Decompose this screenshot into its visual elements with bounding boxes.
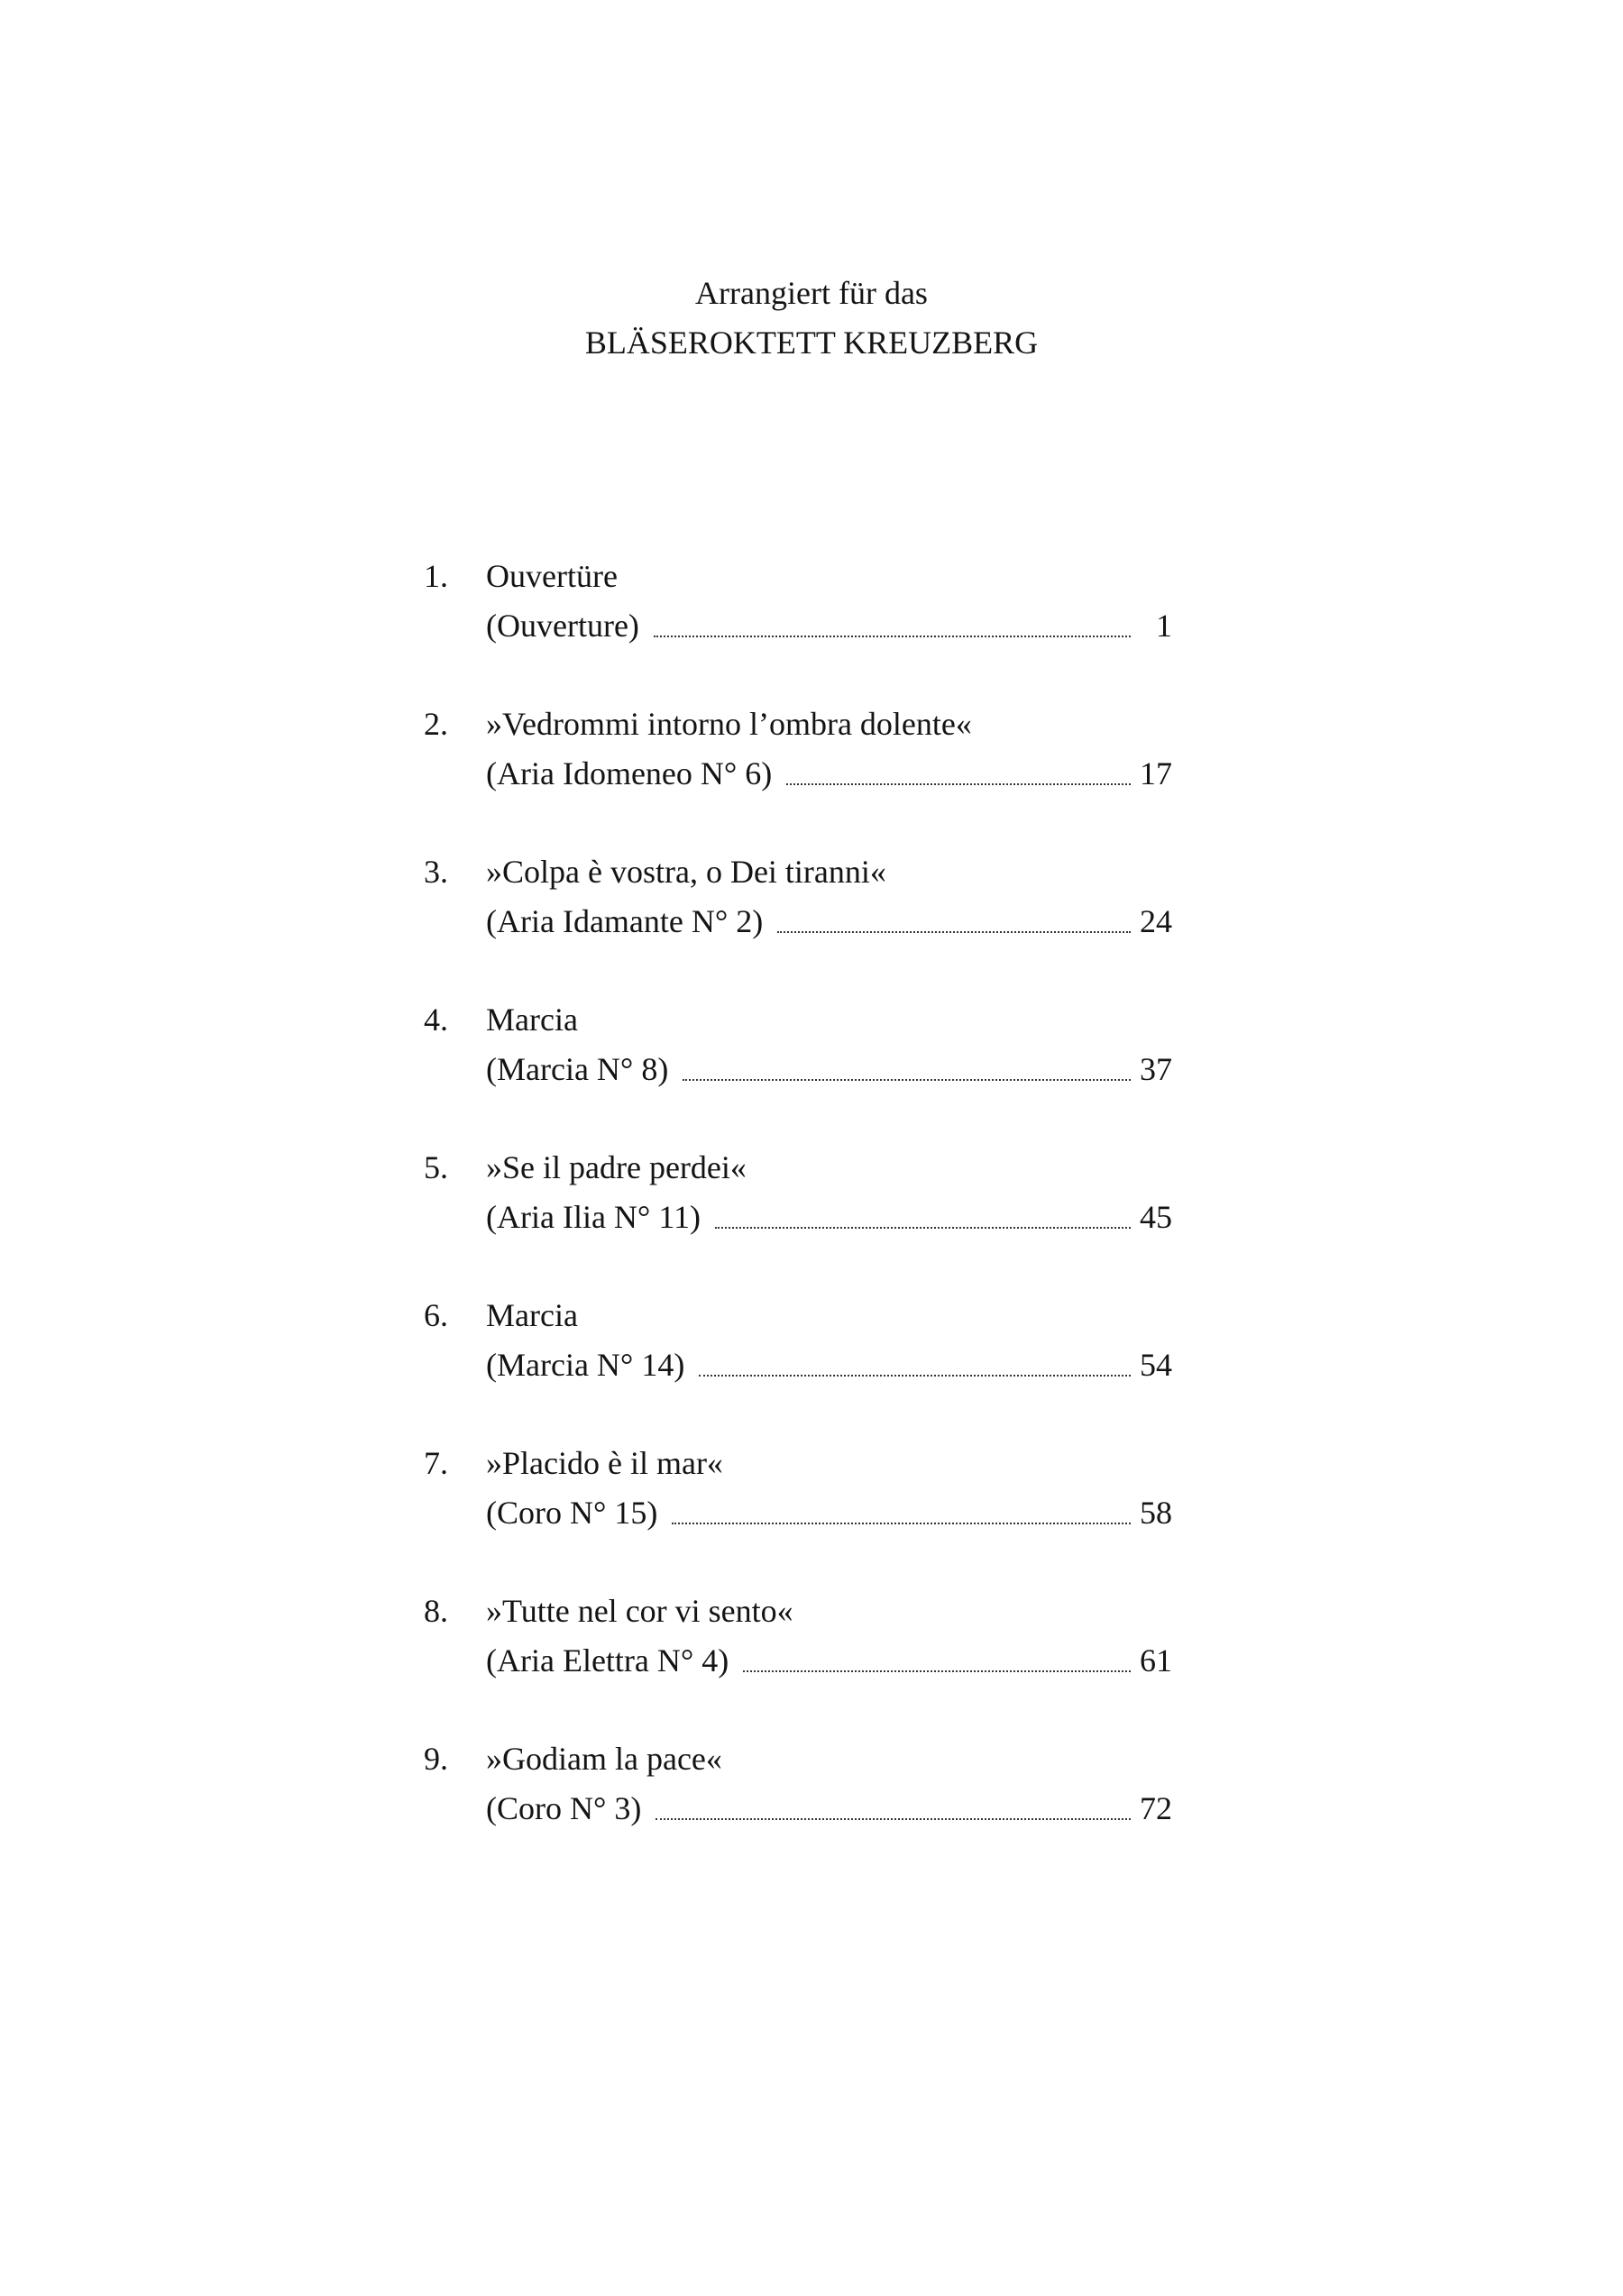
toc-entry-subline (486, 1045, 1172, 1093)
toc-entry-subtitle: (Aria Ilia N° 11) (486, 1199, 701, 1235)
toc-entry-subline (486, 897, 1172, 946)
toc-entry-title: »Tutte nel cor vi sento« (486, 1593, 793, 1629)
toc-entry-subtitle: (Aria Elettra N° 4) (486, 1642, 729, 1679)
toc-entry-page: 54 (1140, 1347, 1172, 1383)
toc-entry-number: 3. (424, 854, 448, 890)
toc-entry-title: »Godiam la pace« (486, 1741, 722, 1777)
toc-entry-subtitle: (Coro N° 15) (486, 1495, 658, 1531)
page-header (0, 269, 1623, 368)
toc-entry-page: 24 (1140, 903, 1172, 939)
toc-entry-title: »Placido è il mar« (486, 1445, 723, 1481)
toc-entry-subtitle: (Coro N° 3) (486, 1790, 642, 1826)
toc-entry-subtitle: (Ouverture) (486, 608, 639, 644)
toc-entry (424, 847, 1172, 995)
toc-entry-page: 45 (1140, 1199, 1172, 1235)
toc-entry-number: 7. (424, 1445, 448, 1481)
toc-entry (424, 995, 1172, 1143)
toc-entry (424, 552, 1172, 700)
toc-entry-subtitle: (Aria Idamante N° 2) (486, 903, 764, 939)
toc-entry (424, 1439, 1172, 1587)
toc-entry-subline (486, 601, 1172, 650)
toc-entry-page: 37 (1140, 1051, 1172, 1087)
toc-entry-page: 58 (1140, 1495, 1172, 1531)
toc-entry (424, 1587, 1172, 1734)
toc-entry-number: 5. (424, 1149, 448, 1185)
dot-leader (743, 1669, 1131, 1672)
toc-entry-subline (486, 1340, 1172, 1389)
dot-leader (786, 782, 1131, 785)
toc-entry-number: 9. (424, 1741, 448, 1777)
toc-entry-page: 1 (1156, 608, 1172, 644)
toc-entry-number: 2. (424, 706, 448, 742)
toc-entry-subline (486, 1193, 1172, 1241)
toc-entry-subtitle: (Aria Idomeneo N° 6) (486, 755, 773, 791)
toc-entry-subline (486, 749, 1172, 798)
toc-entry-subline (486, 1488, 1172, 1537)
toc-entry-subline (486, 1636, 1172, 1685)
toc-entry (424, 700, 1172, 847)
toc-entry-page: 17 (1140, 755, 1172, 791)
toc-entry-title: Ouvertüre (486, 558, 618, 594)
toc-entry (424, 1143, 1172, 1291)
toc-entry-title: »Se il padre perdei« (486, 1149, 747, 1185)
toc-entry-subline (486, 1784, 1172, 1833)
toc-entry-page: 61 (1140, 1642, 1172, 1679)
dot-leader (654, 635, 1131, 637)
toc-entry-subtitle: (Marcia N° 14) (486, 1347, 685, 1383)
toc-entry-number: 6. (424, 1297, 448, 1333)
toc-entry-page: 72 (1140, 1790, 1172, 1826)
toc-entry (424, 1734, 1172, 1882)
header-line-2: BLÄSEROKTETT KREUZBERG (584, 325, 1039, 361)
toc-entry-title: Marcia (486, 1297, 578, 1333)
toc-entry-title: »Vedrommi intorno l’ombra dolente« (486, 706, 972, 742)
header-line-1: Arrangiert für das (695, 275, 928, 311)
dot-leader (715, 1226, 1131, 1229)
dot-leader (672, 1522, 1131, 1524)
table-of-contents (424, 552, 1172, 1882)
toc-entry-title: Marcia (486, 1002, 578, 1038)
dot-leader (683, 1078, 1131, 1081)
toc-entry-number: 1. (424, 558, 448, 594)
toc-entry-title: »Colpa è vostra, o Dei tiranni« (486, 854, 886, 890)
toc-entry-number: 4. (424, 1002, 448, 1038)
toc-entry-subtitle: (Marcia N° 8) (486, 1051, 669, 1087)
toc-entry-number: 8. (424, 1593, 448, 1629)
toc-entry (424, 1291, 1172, 1439)
dot-leader (699, 1374, 1131, 1377)
dot-leader (656, 1817, 1131, 1820)
dot-leader (777, 930, 1131, 933)
